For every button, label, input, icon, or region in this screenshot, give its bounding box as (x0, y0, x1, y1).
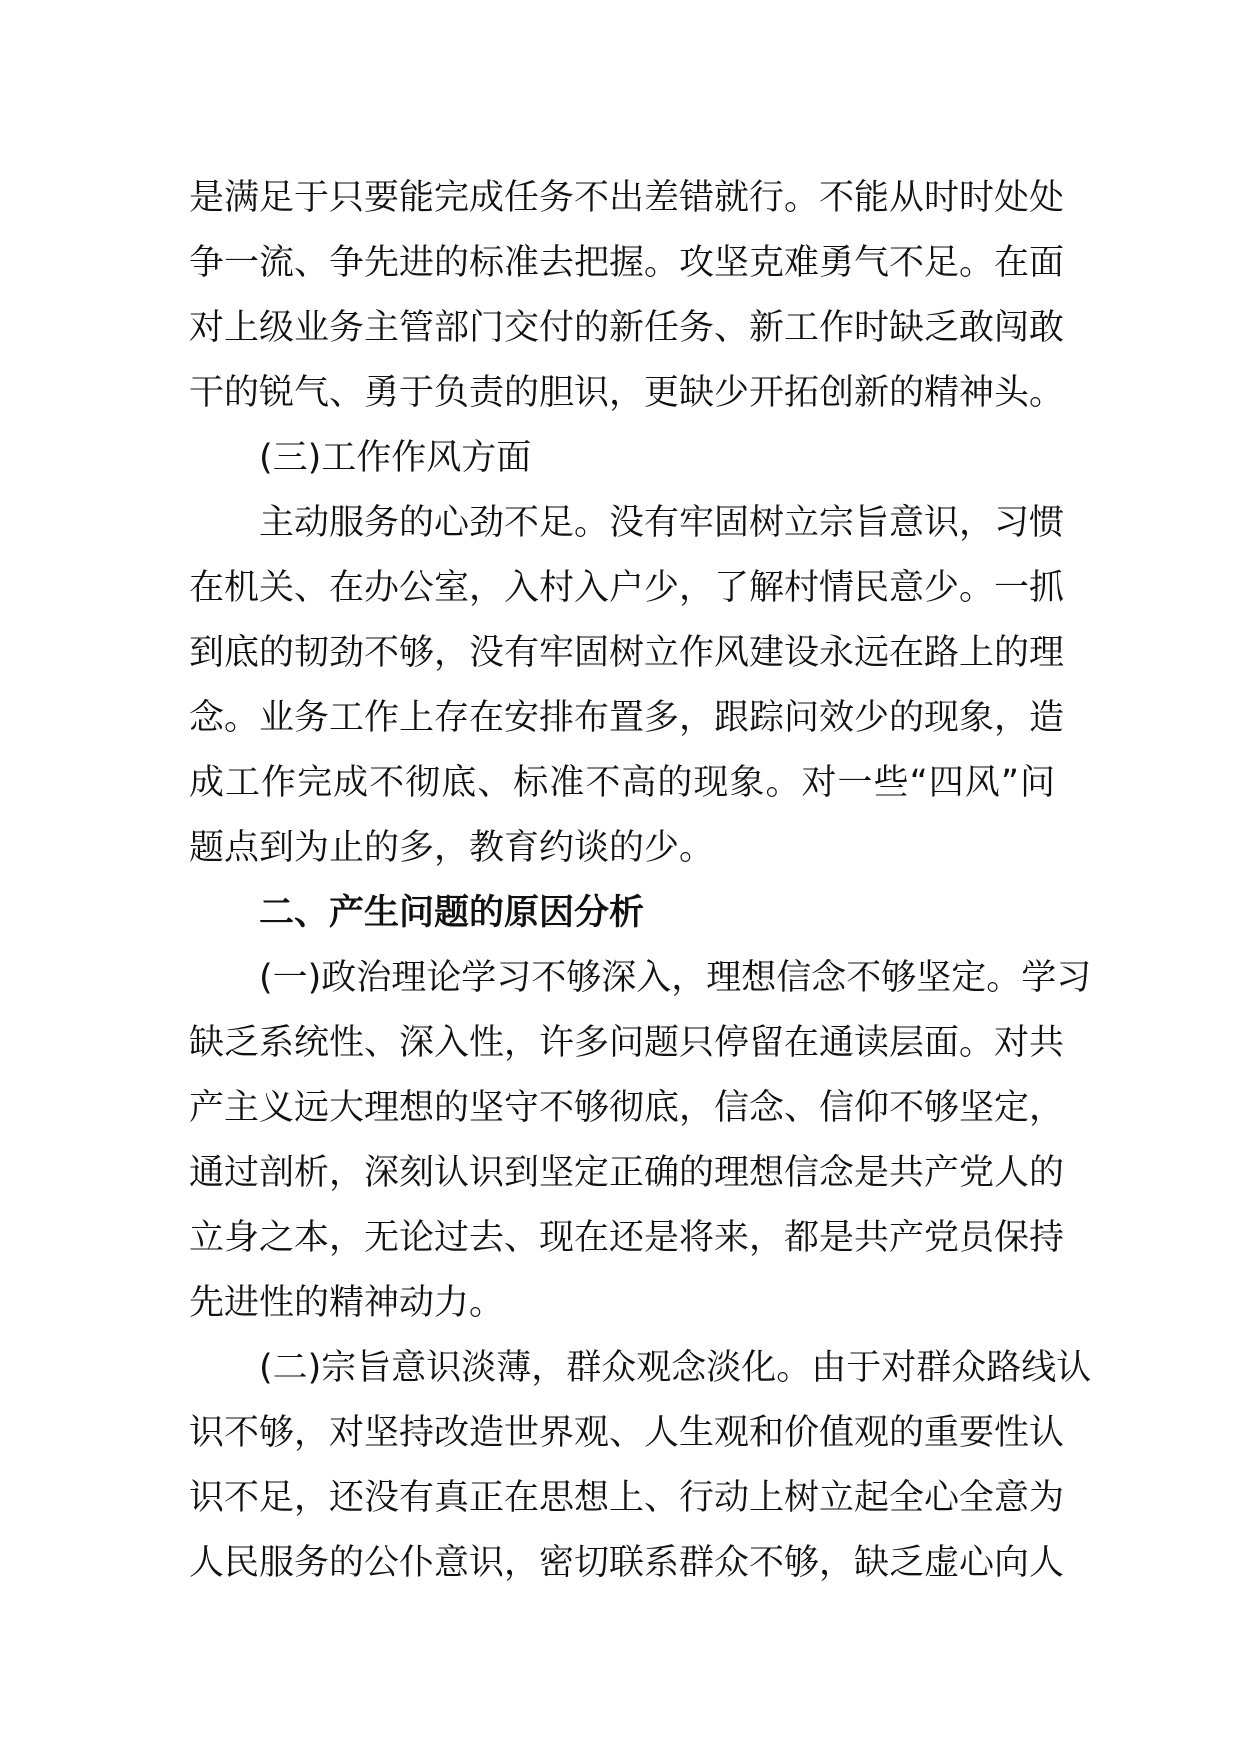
section-heading: (三)工作作风方面 (259, 438, 532, 478)
paragraph-line: 争一流、争先进的标准去把握。攻坚克难勇气不足。在面 (189, 243, 1065, 283)
paragraph-line: 成工作完成不彻底、标准不高的现象。对一些“四风”问 (189, 763, 1055, 803)
paragraph-line: 识不足，还没有真正在思想上、行动上树立起全心全意为 (189, 1478, 1065, 1518)
paragraph-line: 对上级业务主管部门交付的新任务、新工作时缺乏敢闯敢 (189, 308, 1065, 348)
paragraph-line: 产主义远大理想的坚守不够彻底，信念、信仰不够坚定， (189, 1088, 1065, 1128)
paragraph-line: 到底的韧劲不够，没有牢固树立作风建设永远在路上的理 (189, 633, 1065, 673)
paragraph-line: 先进性的精神动力。 (189, 1283, 505, 1323)
chapter-heading: 二、产生问题的原因分析 (259, 893, 645, 933)
paragraph-line: 立身之本，无论过去、现在还是将来，都是共产党员保持 (189, 1218, 1065, 1258)
paragraph-line: 识不够，对坚持改造世界观、人生观和价值观的重要性认 (189, 1413, 1065, 1453)
paragraph-line: 念。业务工作上存在安排布置多，跟踪问效少的现象，造 (189, 698, 1065, 738)
paragraph-line: (一)政治理论学习不够深入，理想信念不够坚定。学习 (259, 958, 1092, 998)
paragraph-line: 在机关、在办公室，入村入户少，了解村情民意少。一抓 (189, 568, 1065, 608)
paragraph-line: 人民服务的公仆意识，密切联系群众不够，缺乏虚心向人 (189, 1543, 1065, 1583)
paragraph-line: 主动服务的心劲不足。没有牢固树立宗旨意识，习惯 (259, 503, 1065, 543)
paragraph-line: 是满足于只要能完成任务不出差错就行。不能从时时处处 (189, 178, 1065, 218)
paragraph-line: 缺乏系统性、深入性，许多问题只停留在通读层面。对共 (189, 1023, 1065, 1063)
paragraph-line: 题点到为止的多，教育约谈的少。 (189, 828, 715, 868)
paragraph-line: (二)宗旨意识淡薄，群众观念淡化。由于对群众路线认 (259, 1348, 1092, 1388)
paragraph-line: 干的锐气、勇于负责的胆识，更缺少开拓创新的精神头。 (189, 373, 1065, 413)
paragraph-line: 通过剖析，深刻认识到坚定正确的理想信念是共产党人的 (189, 1153, 1065, 1193)
document-body (189, 166, 1092, 1596)
